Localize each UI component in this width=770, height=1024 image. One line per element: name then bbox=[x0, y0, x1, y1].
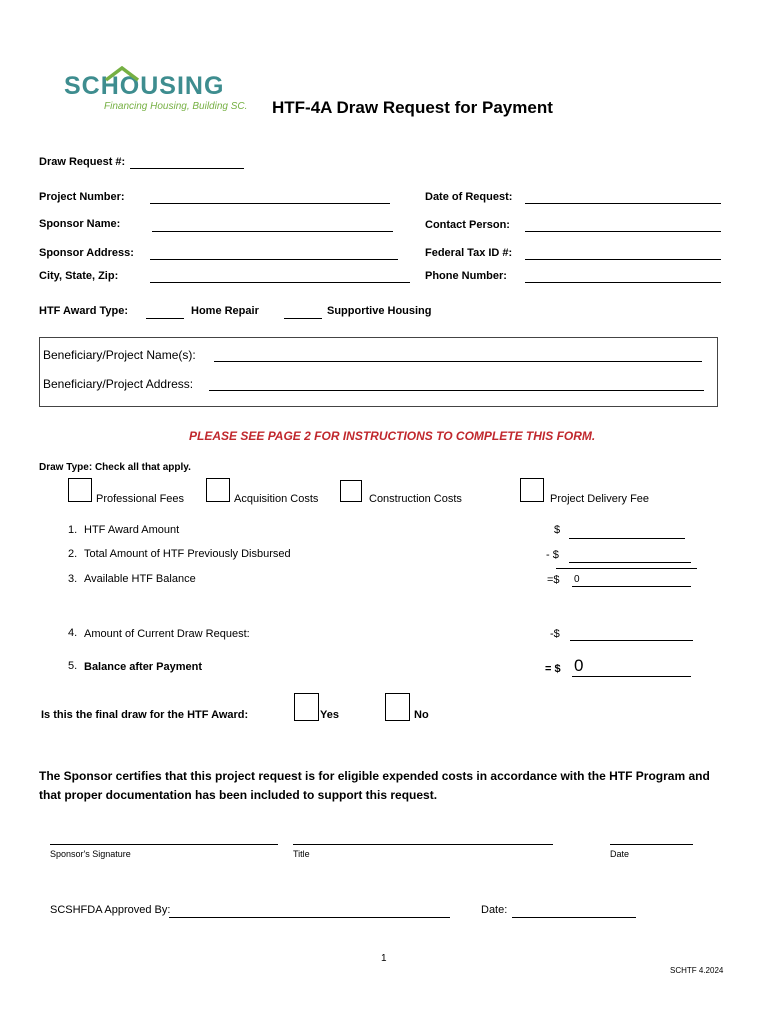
sponsor-address-label: Sponsor Address: bbox=[39, 247, 134, 259]
city-state-zip-label: City, State, Zip: bbox=[39, 270, 119, 282]
beneficiary-address-input[interactable] bbox=[209, 376, 704, 391]
logo-house-letter: H bbox=[100, 72, 120, 100]
line-1-number: 1. bbox=[68, 524, 78, 536]
available-balance-label: Available HTF Balance bbox=[84, 573, 196, 585]
previously-disbursed-input[interactable] bbox=[569, 548, 691, 563]
project-delivery-fee-label: Project Delivery Fee bbox=[550, 493, 650, 505]
draw-request-label: Draw Request #: bbox=[39, 156, 126, 168]
approved-by-label: SCSHFDA Approved By: bbox=[50, 904, 171, 916]
instructions-notice: PLEASE SEE PAGE 2 FOR INSTRUCTIONS TO COMPLETE THIS FORM. bbox=[189, 429, 596, 443]
sponsor-name-label: Sponsor Name: bbox=[39, 218, 121, 230]
current-draw-input[interactable] bbox=[570, 626, 693, 641]
page-number: 1 bbox=[381, 953, 387, 964]
sponsor-signature-input[interactable] bbox=[50, 830, 278, 845]
line-2-prefix: - $ bbox=[546, 549, 559, 561]
approval-date-input[interactable] bbox=[512, 903, 636, 918]
previously-disbursed-label: Total Amount of HTF Previously Disbursed bbox=[84, 548, 291, 560]
available-balance-value bbox=[572, 572, 691, 587]
certification-statement: The Sponsor certifies that this project request is for eligible expended costs in accordance with the HTF Program and that proper documentation has been included to support this request. bbox=[39, 769, 710, 802]
logo bbox=[64, 68, 249, 118]
supportive-housing-blank[interactable] bbox=[284, 304, 322, 319]
final-draw-question: Is this the final draw for the HTF Award: bbox=[41, 709, 249, 721]
line-3-prefix: =$ bbox=[547, 574, 560, 586]
title-input[interactable] bbox=[293, 830, 553, 845]
line-3-number: 3. bbox=[68, 573, 78, 585]
date-of-request-label: Date of Request: bbox=[425, 191, 513, 203]
project-delivery-fee-checkbox[interactable] bbox=[520, 478, 544, 502]
project-number-label: Project Number: bbox=[39, 191, 125, 203]
subtotal-rule bbox=[556, 568, 697, 569]
professional-fees-label: Professional Fees bbox=[96, 493, 185, 505]
home-repair-blank[interactable] bbox=[146, 304, 184, 319]
logo-brand-left: SC bbox=[64, 72, 101, 100]
sponsor-name-input[interactable] bbox=[152, 217, 393, 232]
phone-number-input[interactable] bbox=[525, 268, 721, 283]
contact-person-input[interactable] bbox=[525, 217, 721, 232]
date-of-request-input[interactable] bbox=[525, 189, 721, 204]
acquisition-costs-label: Acquisition Costs bbox=[234, 493, 319, 505]
final-draw-no-checkbox[interactable] bbox=[385, 693, 410, 721]
final-draw-yes-checkbox[interactable] bbox=[294, 693, 319, 721]
signature-date-label: Date bbox=[610, 849, 630, 859]
draw-request-number-input[interactable] bbox=[130, 154, 244, 169]
signature-date-input[interactable] bbox=[610, 830, 693, 845]
title-label: Title bbox=[293, 849, 310, 859]
line-5-prefix: = $ bbox=[545, 663, 561, 675]
professional-fees-checkbox[interactable] bbox=[68, 478, 92, 502]
sponsor-address-input[interactable] bbox=[150, 245, 398, 260]
final-draw-yes-label: Yes bbox=[320, 709, 339, 721]
beneficiary-name-label: Beneficiary/Project Name(s): bbox=[43, 348, 196, 362]
logo-brand-right: OUSING bbox=[119, 72, 225, 100]
acquisition-costs-checkbox[interactable] bbox=[206, 478, 230, 502]
htf-award-amount-input[interactable] bbox=[569, 524, 685, 539]
final-draw-no-label: No bbox=[414, 709, 429, 721]
approval-date-label: Date: bbox=[481, 904, 508, 916]
house-roof-icon bbox=[104, 66, 140, 82]
line-2-number: 2. bbox=[68, 548, 78, 560]
phone-number-label: Phone Number: bbox=[425, 270, 507, 282]
balance-after-payment-label: Balance after Payment bbox=[84, 661, 202, 673]
construction-costs-label: Construction Costs bbox=[369, 493, 462, 505]
federal-tax-id-label: Federal Tax ID #: bbox=[425, 247, 513, 259]
form-code: SCHTF 4.2024 bbox=[670, 966, 724, 975]
line-4-number: 4. bbox=[68, 627, 78, 639]
line-5-number: 5. bbox=[68, 660, 78, 672]
current-draw-label: Amount of Current Draw Request: bbox=[84, 628, 250, 640]
balance-after-payment-value bbox=[572, 656, 691, 677]
sponsor-signature-label: Sponsor's Signature bbox=[50, 849, 131, 859]
home-repair-label: Home Repair bbox=[191, 305, 259, 317]
beneficiary-address-label: Beneficiary/Project Address: bbox=[43, 377, 194, 391]
line-4-prefix: -$ bbox=[550, 628, 560, 640]
logo-tagline: Financing Housing, Building SC. bbox=[104, 101, 248, 112]
construction-costs-checkbox[interactable] bbox=[340, 480, 362, 502]
line-1-prefix: $ bbox=[554, 524, 561, 536]
page-title: HTF-4A Draw Request for Payment bbox=[272, 98, 553, 117]
award-type-label: HTF Award Type: bbox=[39, 305, 129, 317]
htf-award-amount-label: HTF Award Amount bbox=[84, 524, 180, 536]
supportive-housing-label: Supportive Housing bbox=[327, 305, 432, 317]
federal-tax-id-input[interactable] bbox=[525, 245, 721, 260]
beneficiary-name-input[interactable] bbox=[214, 347, 702, 362]
project-number-input[interactable] bbox=[150, 189, 390, 204]
approved-by-input[interactable] bbox=[169, 903, 450, 918]
draw-type-label: Draw Type: Check all that apply. bbox=[39, 462, 191, 473]
city-state-zip-input[interactable] bbox=[150, 268, 410, 283]
contact-person-label: Contact Person: bbox=[425, 219, 510, 231]
